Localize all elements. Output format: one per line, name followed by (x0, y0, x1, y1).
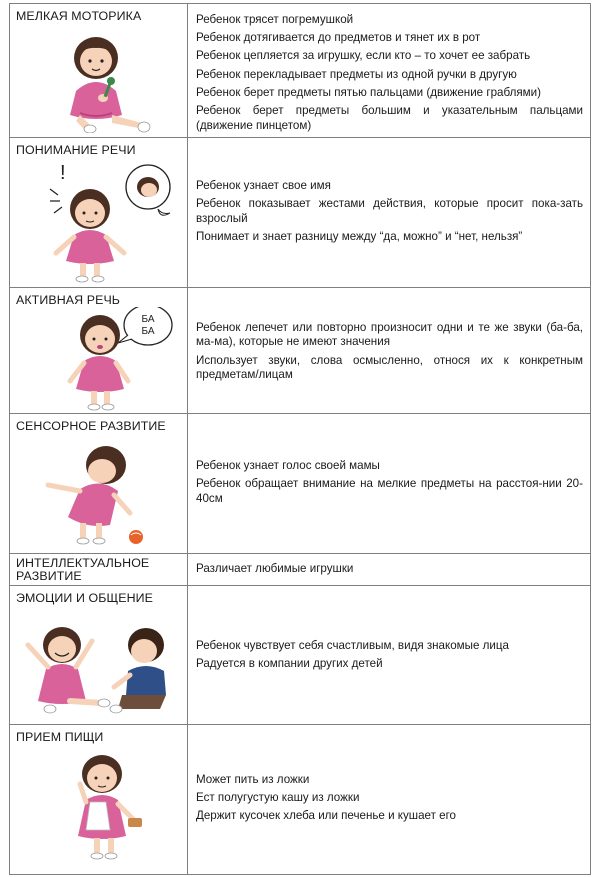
row-content-cell (188, 413, 591, 553)
row-content-cell (188, 724, 591, 874)
list-item: Ребенок дотягивается до предметов и тянет их в рот (196, 31, 481, 45)
list-item: Ребенок берет предметы пятью пальцами (движение граблями) (196, 85, 541, 99)
row-title: ПРИЕМ ПИЩИ (16, 729, 104, 744)
row-content-cell (188, 585, 591, 724)
row-title: ПОНИМАНИЕ РЕЧИ (16, 142, 136, 157)
list-item: Ребенок чувствует себя счастливым, видя знакомые лица (196, 638, 509, 652)
row-label-cell (10, 287, 188, 413)
row-content-cell (188, 553, 591, 585)
development-table (9, 3, 591, 875)
list-item: Ребенок узнает голос своей мамы (196, 458, 380, 472)
table-row (10, 413, 591, 553)
list-item: Держит кусочек хлеба или печенье и кушает его (196, 809, 456, 823)
row-label-cell (10, 553, 188, 585)
list-item: Ребенок перекладывает предметы из одной ручки в другую (196, 67, 517, 81)
list-item: Ребенок показывает жестами действия, которые просит пока-зать взрослый (196, 196, 583, 225)
talking-girl-illustration (10, 307, 187, 413)
list-item: Ребенок трясет погремушкой (196, 13, 354, 26)
children-playing-illustration (10, 605, 187, 723)
list-item: Ребенок обращает внимание на мелкие предметы на расстоя-нии 20-40см (196, 476, 583, 505)
sitting-girl-illustration (10, 23, 187, 133)
list-item: Ребенок лепечет или повторно произносит одни и те же звуки (ба-ба, ма-ма), которые не имеют значения (196, 320, 583, 349)
row-title: АКТИВНАЯ РЕЧЬ (16, 292, 121, 307)
list-item: Различает любимые игрушки (196, 561, 354, 575)
row-label-cell (10, 585, 188, 724)
row-content-cell (188, 4, 591, 138)
row-label-cell (10, 724, 188, 874)
list-item: Ест полугустую кашу из ложки (196, 790, 360, 804)
list-item: Может пить из ложки (196, 772, 310, 786)
row-title: ЭМОЦИИ И ОБЩЕНИЕ (16, 590, 154, 605)
list-item: Использует звуки, слова осмысленно, относя их к конкретным предметам/лицам (196, 353, 583, 382)
table-row (10, 553, 591, 585)
svg-text:!: ! (60, 161, 66, 184)
row-title: МЕЛКАЯ МОТОРИКА (16, 9, 142, 23)
list-item: Ребенок цепляется за игрушку, если кто – то хочет ее забрать (196, 49, 531, 63)
table-row (10, 287, 591, 413)
eating-girl-illustration (10, 744, 187, 872)
row-title: СЕНСОРНОЕ РАЗВИТИЕ (16, 418, 166, 433)
list-item: Понимает и знает разницу между “да, можно” и “нет, нельзя” (196, 229, 523, 243)
speech-bubble-text: БА (141, 313, 155, 325)
row-content-cell (188, 287, 591, 413)
row-label-cell (10, 137, 188, 287)
row-label-cell (10, 413, 188, 553)
row-title: ИНТЕЛЛЕКТУАЛЬНОЕ РАЗВИТИЕ (16, 555, 150, 584)
list-item: Ребенок узнает свое имя (196, 178, 331, 192)
standing-girl-illustration (10, 157, 187, 287)
list-item: Ребенок берет предметы большим и указательным пальцами (движение пинцетом) (196, 103, 583, 132)
svg-text:БА: БА (141, 325, 155, 337)
row-content-cell (188, 137, 591, 287)
table-row (10, 585, 591, 724)
table-row (10, 4, 591, 138)
row-label-cell (10, 4, 188, 138)
girl-with-ball-illustration (10, 433, 187, 553)
table-row (10, 137, 591, 287)
list-item: Радуется в компании других детей (196, 656, 383, 670)
table-row (10, 724, 591, 874)
